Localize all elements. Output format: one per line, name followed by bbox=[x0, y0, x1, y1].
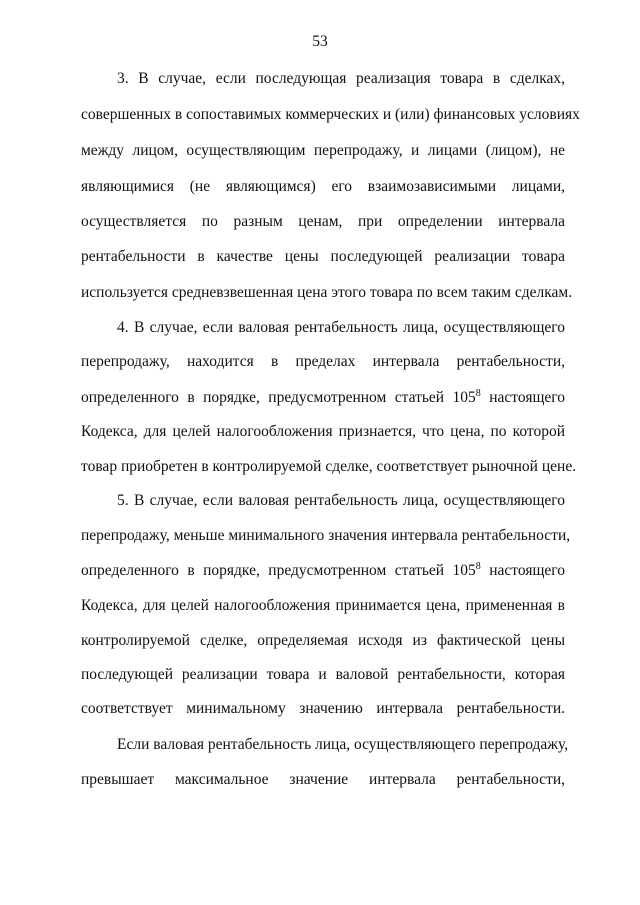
paragraph-3-line: используется средневзвешенная цена этого товара по всем таким сделкам. bbox=[81, 284, 573, 301]
paragraph-5-line: перепродажу, меньше минимального значения интервала рентабельности, bbox=[81, 527, 571, 544]
paragraph-6-line: Если валовая рентабельность лица, осуществляющего перепродажу, bbox=[117, 736, 569, 753]
paragraph-5-line: контролируемой сделке, определяемая исходя из фактической цены bbox=[81, 632, 565, 649]
paragraph-3-line: рентабельности в качестве цены последующей реализации товара bbox=[81, 248, 565, 265]
paragraph-4-line: перепродажу, находится в пределах интервала рентабельности, bbox=[81, 353, 565, 370]
paragraph-6-line: превышает максимальное значение интервала рентабельности, bbox=[81, 771, 565, 788]
paragraph-5-line: соответствует минимальному значению интервала рентабельности. bbox=[81, 700, 565, 717]
paragraph-3-line: осуществляется по разным ценам, при определении интервала bbox=[81, 213, 565, 230]
paragraph-5-line-text: определенного в порядке, предусмотренном статьей 105 bbox=[81, 562, 476, 579]
paragraph-5-line bbox=[81, 561, 565, 581]
paragraph-4-line: товар приобретен в контролируемой сделке, соответствует рыночной цене. bbox=[81, 458, 577, 475]
paragraph-4-line bbox=[81, 388, 565, 408]
paragraph-5-line: 5. В случае, если валовая рентабельность лица, осуществляющего bbox=[117, 492, 565, 509]
paragraph-3-line: являющимися (не являющимся) его взаимозависимыми лицами, bbox=[81, 178, 565, 195]
paragraph-4-line: Кодекса, для целей налогообложения признается, что цена, по которой bbox=[81, 423, 565, 440]
paragraph-5-line: Кодекса, для целей налогообложения принимается цена, примененная в bbox=[81, 597, 565, 614]
paragraph-4-line-text: определенного в порядке, предусмотренном статьей 105 bbox=[81, 389, 476, 406]
paragraph-5-line: последующей реализации товара и валовой рентабельности, которая bbox=[81, 666, 565, 683]
paragraph-5-line-text: настоящего bbox=[480, 562, 565, 579]
paragraph-4-line: 4. В случае, если валовая рентабельность лица, осуществляющего bbox=[117, 319, 565, 336]
paragraph-3-line: между лицом, осуществляющим перепродажу, и лицами (лицом), не bbox=[81, 142, 565, 159]
page-number: 53 bbox=[312, 33, 328, 50]
superscript: 8 bbox=[475, 561, 481, 572]
superscript: 8 bbox=[475, 388, 481, 399]
paragraph-3-line: 3. В случае, если последующая реализация товара в сделках, bbox=[117, 70, 565, 87]
paragraph-3-line: совершенных в сопоставимых коммерческих и (или) финансовых условиях bbox=[81, 106, 580, 123]
paragraph-4-line-text: настоящего bbox=[480, 389, 565, 406]
